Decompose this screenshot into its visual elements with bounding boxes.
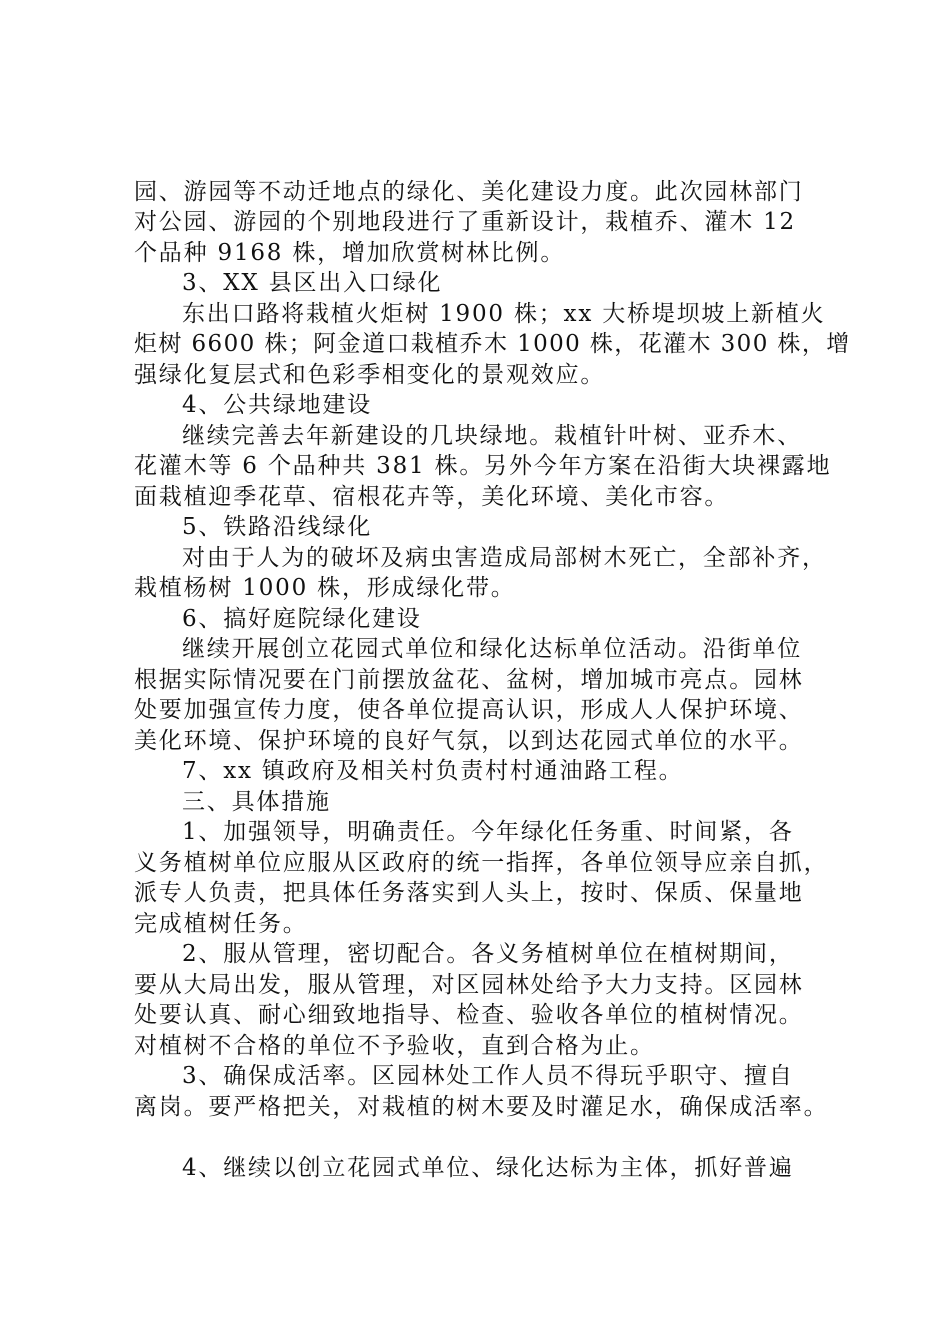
text-line: 1、加强领导，明确责任。今年绿化任务重、时间紧，各 (182, 819, 794, 845)
text-line: 栽植杨树 1000 株，形成绿化带。 (134, 575, 516, 601)
text-line: 强绿化复层式和色彩季相变化的景观效应。 (134, 362, 606, 388)
section-heading: 4、公共绿地建设 (182, 392, 373, 418)
text-line: 派专人负责，把具体任务落实到人头上，按时、保质、保量地 (134, 880, 804, 906)
text-line: 继续开展创立花园式单位和绿化达标单位活动。沿街单位 (182, 636, 802, 662)
text-line: 继续完善去年新建设的几块绿地。栽植针叶树、亚乔木、 (182, 423, 802, 449)
section-heading: 6、搞好庭院绿化建设 (182, 606, 422, 632)
text-line: 花灌木等 6 个品种共 381 株。另外今年方案在沿街大块裸露地 (134, 453, 832, 479)
text-line: 要从大局出发，服从管理，对区园林处给予大力支持。区园林 (134, 972, 804, 998)
text-line: 义务植树单位应服从区政府的统一指挥，各单位领导应亲自抓， (134, 850, 829, 876)
text-line: 完成植树任务。 (134, 911, 308, 937)
text-line: 个品种 9168 株，增加欣赏树林比例。 (134, 240, 566, 266)
section-heading: 7、xx 镇政府及相关村负责村村通油路工程。 (182, 758, 684, 784)
text-line: 对由于人为的破坏及病虫害造成局部树木死亡，全部补齐， (182, 545, 827, 571)
text-line: 对公园、游园的个别地段进行了重新设计，栽植乔、灌木 12 (134, 209, 796, 235)
text-line: 根据实际情况要在门前摆放盆花、盆树，增加城市亮点。园林 (134, 667, 804, 693)
text-line: 4、继续以创立花园式单位、绿化达标为主体，抓好普遍 (182, 1155, 794, 1181)
section-heading: 三、具体措施 (182, 789, 331, 815)
text-line: 美化环境、保护环境的良好气氛，以到达花园式单位的水平。 (134, 728, 804, 754)
text-line: 处要认真、耐心细致地指导、检查、验收各单位的植树情况。 (134, 1002, 804, 1028)
text-line: 炬树 6600 株；阿金道口栽植乔木 1000 株，花灌木 300 株，增 (134, 331, 851, 357)
text-line: 3、确保成活率。区园林处工作人员不得玩乎职守、擅自 (182, 1063, 794, 1089)
section-heading: 3、XX 县区出入口绿化 (182, 270, 443, 296)
text-line: 处要加强宣传力度，使各单位提高认识，形成人人保护环境、 (134, 697, 804, 723)
text-line: 面栽植迎季花草、宿根花卉等，美化环境、美化市容。 (134, 484, 730, 510)
text-line: 东出口路将栽植火炬树 1900 株；xx 大桥堤坝坡上新植火 (182, 301, 826, 327)
section-heading: 5、铁路沿线绿化 (182, 514, 373, 540)
text-line: 园、游园等不动迁地点的绿化、美化建设力度。此次园林部门 (134, 179, 804, 205)
text-line: 离岗。要严格把关，对栽植的树木要及时灌足水，确保成活率。 (134, 1094, 829, 1120)
text-line: 2、服从管理，密切配合。各义务植树单位在植树期间， (182, 941, 794, 967)
text-line: 对植树不合格的单位不予验收，直到合格为止。 (134, 1033, 655, 1059)
